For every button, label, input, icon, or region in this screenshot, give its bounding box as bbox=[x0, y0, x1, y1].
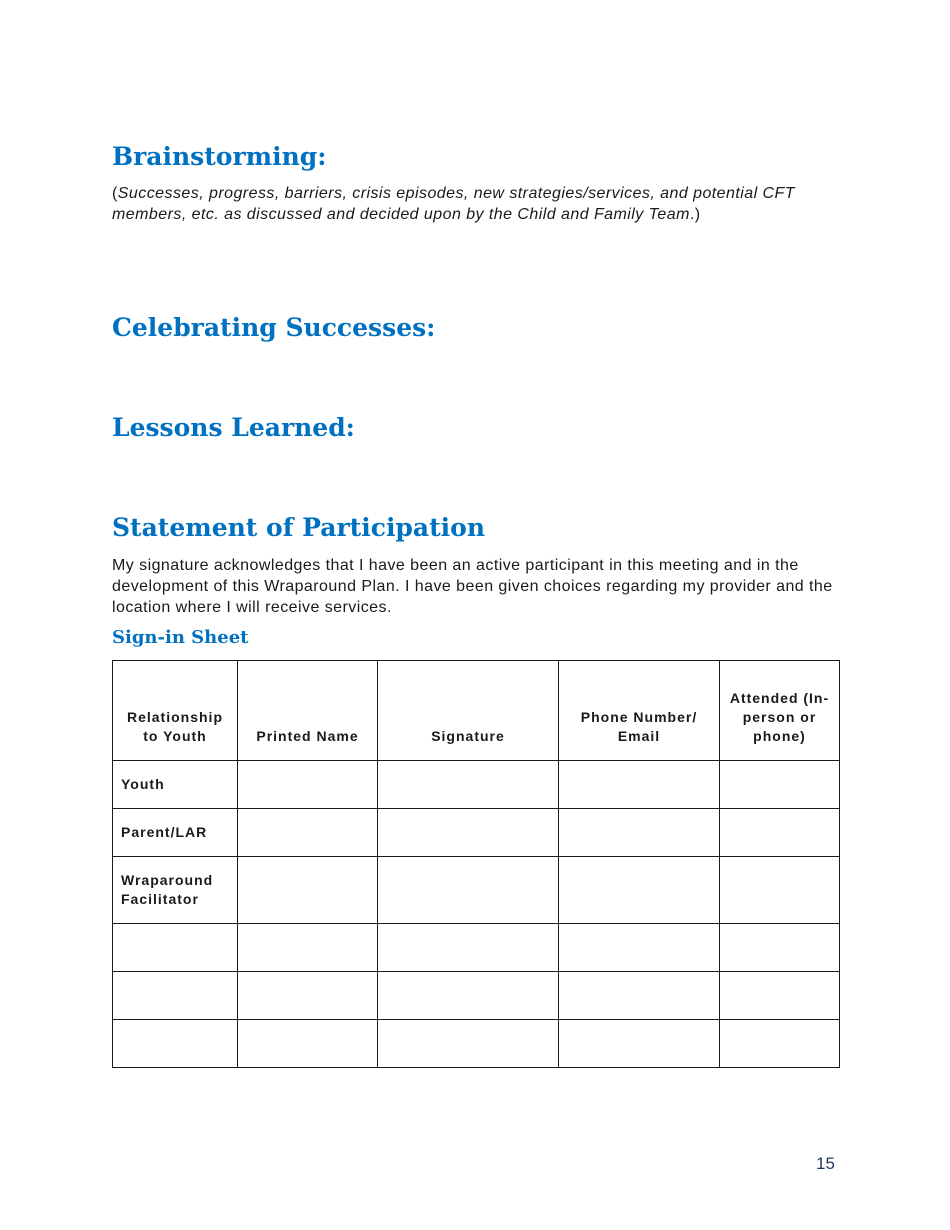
signature-cell[interactable] bbox=[378, 924, 559, 972]
signin-header-row bbox=[113, 661, 840, 761]
col-header-signature: Signature bbox=[378, 661, 559, 761]
phone-email-cell[interactable] bbox=[559, 761, 720, 809]
printed-name-cell[interactable] bbox=[238, 761, 378, 809]
brainstorming-open-paren: ( bbox=[112, 185, 118, 202]
col-header-printed-name: Printed Name bbox=[238, 661, 378, 761]
relationship-cell: Parent/LAR bbox=[113, 809, 238, 857]
brainstorming-heading: Brainstorming: bbox=[112, 142, 327, 171]
signin-table bbox=[112, 660, 840, 1068]
relationship-cell: Wraparound Facilitator bbox=[113, 857, 238, 924]
phone-email-cell[interactable] bbox=[559, 972, 720, 1020]
attended-cell[interactable] bbox=[720, 857, 840, 924]
relationship-cell[interactable] bbox=[113, 972, 238, 1020]
printed-name-cell[interactable] bbox=[238, 972, 378, 1020]
signature-cell[interactable] bbox=[378, 1020, 559, 1068]
lessons-learned-heading: Lessons Learned: bbox=[112, 413, 355, 442]
statement-body: My signature acknowledges that I have been an active participant in this meeting and in the development of this Wraparound Plan. I have been given choices regarding my provider and the location where I will receive services. bbox=[112, 557, 833, 616]
table-row bbox=[113, 809, 840, 857]
signature-cell[interactable] bbox=[378, 809, 559, 857]
brainstorming-note bbox=[112, 183, 842, 225]
attended-cell[interactable] bbox=[720, 761, 840, 809]
table-row bbox=[113, 761, 840, 809]
table-row bbox=[113, 924, 840, 972]
col-header-relationship: Relationship to Youth bbox=[113, 661, 238, 761]
table-row bbox=[113, 857, 840, 924]
phone-email-cell[interactable] bbox=[559, 857, 720, 924]
attended-cell[interactable] bbox=[720, 924, 840, 972]
statement-of-participation-heading: Statement of Participation bbox=[112, 513, 486, 542]
relationship-cell: Youth bbox=[113, 761, 238, 809]
phone-email-cell[interactable] bbox=[559, 924, 720, 972]
printed-name-cell[interactable] bbox=[238, 1020, 378, 1068]
relationship-cell[interactable] bbox=[113, 924, 238, 972]
relationship-cell[interactable] bbox=[113, 1020, 238, 1068]
col-header-phone-email: Phone Number/ Email bbox=[559, 661, 720, 761]
celebrating-successes-heading: Celebrating Successes: bbox=[112, 313, 436, 342]
col-header-attended: Attended (In-person or phone) bbox=[720, 661, 840, 761]
phone-email-cell[interactable] bbox=[559, 809, 720, 857]
brainstorming-note-text: Successes, progress, barriers, crisis episodes, new strategies/services, and potential CFT members, etc. as discussed and decided upon by the Child and Family Team bbox=[112, 185, 795, 223]
attended-cell[interactable] bbox=[720, 809, 840, 857]
table-row bbox=[113, 1020, 840, 1068]
brainstorming-close-paren: .) bbox=[689, 206, 701, 223]
printed-name-cell[interactable] bbox=[238, 924, 378, 972]
signin-sheet-heading: Sign-in Sheet bbox=[112, 627, 249, 648]
attended-cell[interactable] bbox=[720, 972, 840, 1020]
signature-cell[interactable] bbox=[378, 857, 559, 924]
table-row bbox=[113, 972, 840, 1020]
signature-cell[interactable] bbox=[378, 972, 559, 1020]
phone-email-cell[interactable] bbox=[559, 1020, 720, 1068]
page-number: 15 bbox=[816, 1154, 835, 1173]
signature-cell[interactable] bbox=[378, 761, 559, 809]
printed-name-cell[interactable] bbox=[238, 809, 378, 857]
attended-cell[interactable] bbox=[720, 1020, 840, 1068]
printed-name-cell[interactable] bbox=[238, 857, 378, 924]
